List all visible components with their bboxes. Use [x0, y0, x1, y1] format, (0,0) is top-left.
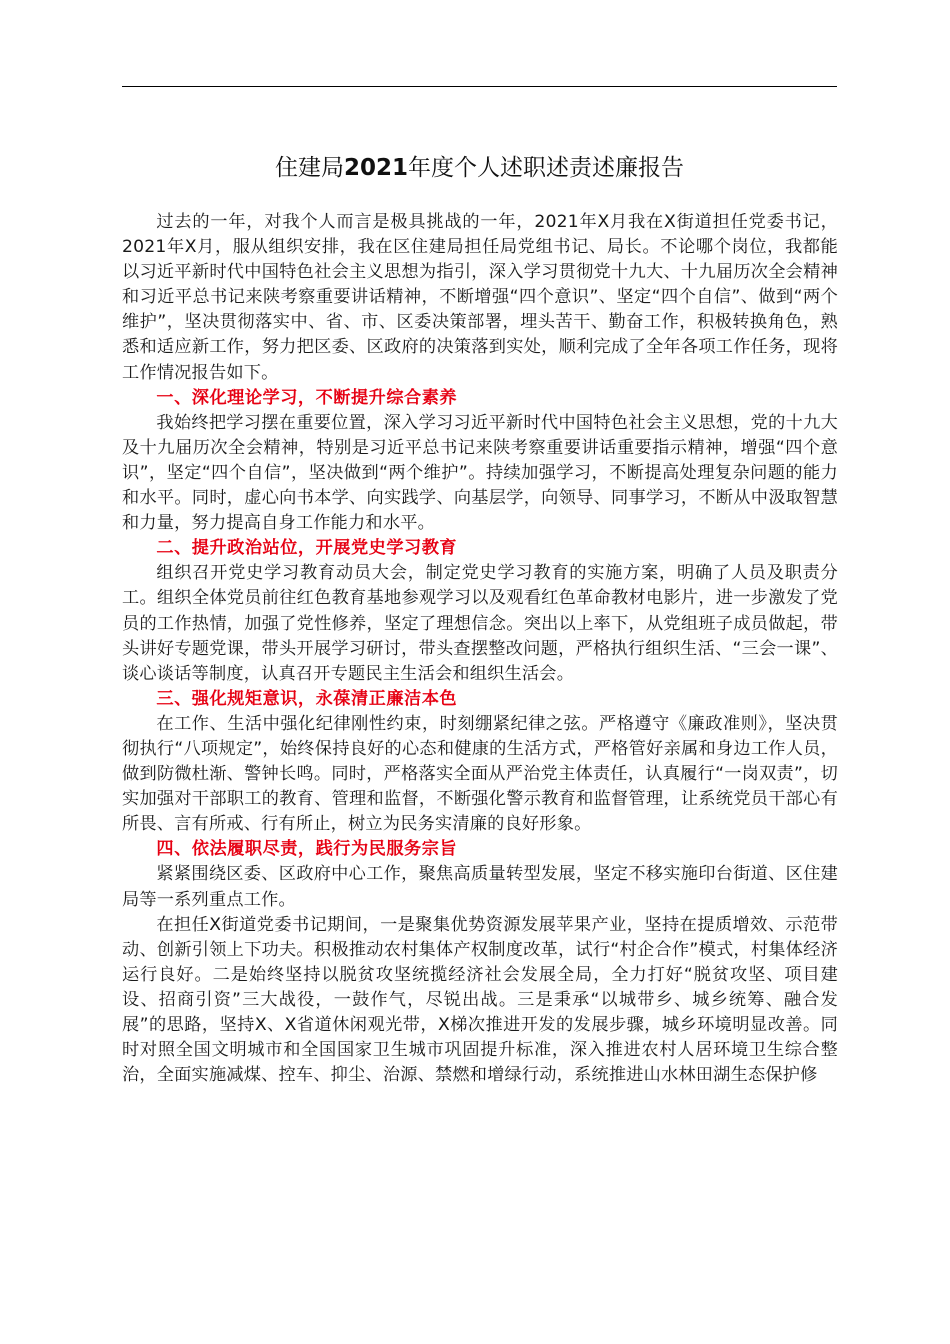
intro-paragraph: 过去的一年，对我个人而言是极具挑战的一年，2021年X月我在X街道担任党委书记，2021年X月，服从组织安排，我在区住建局担任局党组书记、局长。不论哪个岗位，我都能以习近平新时代中国特色社会主义思想为指引，深入学习贯彻党十九大、十九届历次全会精神和习近平总书记来陕考察重要讲话精神，不断增强“四个意识”、坚定“四个自信”、做到“两个维护”，坚决贯彻落实中、省、市、区委决策部署，埋头苦干、勤奋工作，积极转换角色，熟悉和适应新工作，努力把区委、区政府的决策落到实处，顺利完成了全年各项工作任务，现将工作情况报告如下。: [122, 212, 838, 383]
section-heading-3: 三、强化规矩意识，永葆清正廉洁本色: [156, 688, 458, 709]
body-paragraph: 在担任X街道党委书记期间，一是聚集优势资源发展苹果产业，坚持在提质增效、示范带动、创新引领上下功夫。积极推动农村集体产权制度改革，试行“村企合作”模式，村集体经济运行良好。二是始终坚持以脱贫攻坚统揽经济社会发展全局，全力打好“脱贫攻坚、项目建设、招商引资”三大战役，一鼓作气，尽锐出战。三是秉承“以城带乡、城乡统筹、融合发展”的思路，坚持X、X省道休闲观光带，X梯次推进开发的发展步骤，城乡环境明显改善。同时对照全国文明城市和全国国家卫生城市巩固提升标准，深入推进农村人居环境卫生综合整治，全面实施减煤、控车、抑尘、治源、禁燃和增绿行动，系统推进山水林田湖生态保护修: [122, 914, 838, 1086]
body-paragraph: 组织召开党史学习教育动员大会，制定党史学习教育的实施方案，明确了人员及职责分工。组织全体党员前往红色教育基地参观学习以及观看红色革命教材电影片，进一步激发了党员的工作热情，加强了党性修养，坚定了理想信念。突出以上率下，从党组班子成员做起，带头讲好专题党课，带头开展学习研讨，带头查摆整改问题，严格执行组织生活、“三会一课”、谈心谈话等制度，认真召开专题民主生活会和组织生活会。: [122, 563, 838, 684]
title-suffix: 年度个人述职述责述廉报告: [408, 155, 684, 181]
header-rule: [122, 86, 837, 87]
document-body: [122, 210, 838, 1088]
title-year: 2021: [343, 155, 408, 181]
body-paragraph: 在工作、生活中强化纪律刚性约束，时刻绷紧纪律之弦。严格遵守《廉政准则》，坚决贯彻执行“八项规定”，始终保持良好的心态和健康的生活方式，严格管好亲属和身边工作人员，做到防微杜渐、警钟长鸣。同时，严格落实全面从严治党主体责任，认真履行“一岗双责”，切实加强对干部职工的教育、管理和监督，不断强化警示教育和监督管理，让系统党员干部心有所畏、言有所戒、行有所止，树立为民务实清廉的良好形象。: [122, 713, 838, 835]
section-heading-4: 四、依法履职尽责，践行为民服务宗旨: [156, 839, 458, 860]
section-heading-1: 一、深化理论学习，不断提升综合素养: [156, 387, 458, 408]
document-title: [122, 146, 837, 190]
body-paragraph: 紧紧围绕区委、区政府中心工作，聚焦高质量转型发展，坚定不移实施印台街道、区住建局等一系列重点工作。: [122, 864, 838, 910]
section-heading-2: 二、提升政治站位，开展党史学习教育: [156, 538, 458, 559]
body-paragraph: 我始终把学习摆在重要位置，深入学习习近平新时代中国特色社会主义思想，党的十九大及十九届历次全会精神，特别是习近平总书记来陕考察重要讲话重要指示精神，增强“四个意识”，坚定“四个自信”，坚决做到“两个维护”。持续加强学习，不断提高处理复杂问题的能力和水平。同时，虚心向书本学、向实践学、向基层学，向领导、同事学习，不断从中汲取智慧和力量，努力提高自身工作能力和水平。: [122, 412, 838, 534]
title-prefix: 住建局: [274, 155, 344, 181]
